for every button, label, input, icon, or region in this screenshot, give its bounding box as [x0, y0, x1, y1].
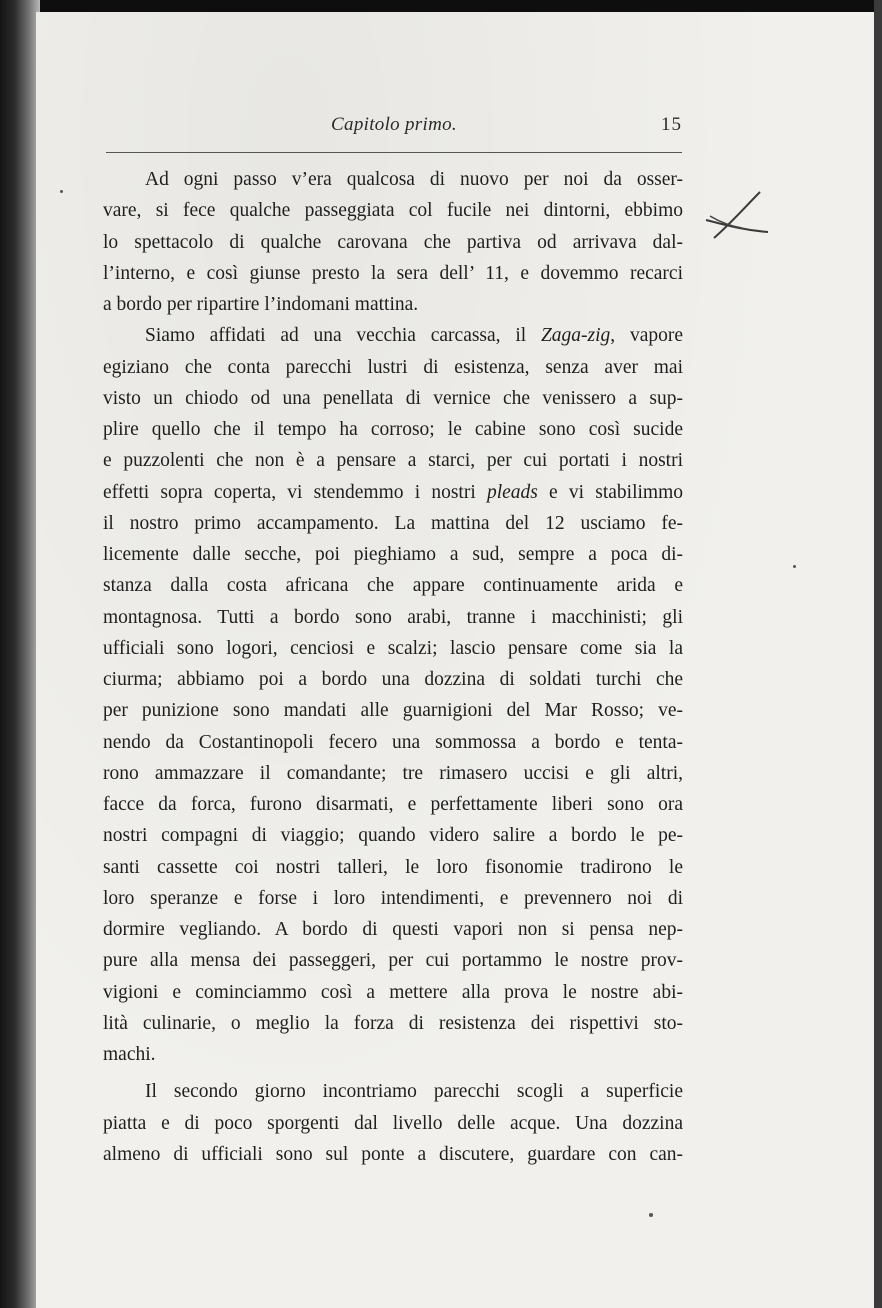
text-line: l’interno, e così giunse presto la sera dell’ 11, e dovemmo recarci — [103, 262, 683, 284]
text-line: egiziano che conta parecchi lustri di esistenza, senza aver mai — [103, 356, 683, 378]
text-line: dormire vegliando. A bordo di questi vapori non si pensa nep- — [103, 919, 683, 940]
text-line: lo spettacolo di qualche carovana che partiva od arrivava dal- — [103, 231, 683, 253]
text-line: pure alla mensa dei passeggeri, per cui portammo le nostre prov- — [103, 950, 683, 972]
italic-term: Zaga-zig — [540, 325, 611, 347]
text-line: effetti sopra coperta, vi stendemmo i nostri pleads e vi stabilimmo — [103, 481, 683, 503]
text-line: montagnosa. Tutti a bordo sono arabi, tranne i macchinisti; gli — [103, 606, 683, 628]
text-line: e puzzolenti che non è a pensare a starci, per cui portati i nostri — [103, 450, 683, 472]
scan-speck — [60, 190, 63, 193]
running-head — [106, 114, 682, 144]
italic-term: pleads — [486, 481, 538, 503]
text-line: ufficiali sono logori, cenciosi e scalzi; lascio pensare come sia la — [103, 637, 683, 659]
pencil-x-mark-icon — [702, 190, 774, 242]
text-line: licemente dalle secche, poi pieghiamo a sud, sempre a poca di- — [103, 544, 683, 565]
text-line: ciurma; abbiamo poi a bordo una dozzina di soldati turchi che — [103, 669, 683, 690]
text-line: stanza dalla costa africana che appare continuamente arida e — [103, 575, 683, 597]
text-line: almeno di ufficiali sono sul ponte a discutere, guardare con can- — [103, 1143, 683, 1165]
text-line: piatta e di poco sporgenti dal livello delle acque. Una dozzina — [103, 1112, 683, 1134]
text-line: rono ammazzare il comandante; tre rimasero uccisi e gli altri, — [103, 762, 683, 784]
text-line: vigioni e cominciammo così a mettere alla prova le nostre abi- — [103, 981, 683, 1003]
text-line: loro speranze e forse i loro intendimenti, e prevennero noi di — [103, 887, 683, 909]
text-line: vare, si fece qualche passeggiata col fucile nei dintorni, ebbimo — [103, 200, 683, 222]
text-line: a bordo per ripartire l’indomani mattina. — [103, 294, 419, 315]
text-line: nendo da Costantinopoli fecero una sommossa a bordo e tenta- — [103, 731, 683, 753]
text-line: per punizione sono mandati alle guarnigioni del Mar Rosso; ve- — [103, 700, 683, 722]
text-line: machi. — [103, 1044, 156, 1065]
text-line: nostri compagni di viaggio; quando videro salire a bordo le pe- — [103, 825, 683, 847]
text-line: Il secondo giorno incontriamo parecchi scogli a superficie — [145, 1081, 683, 1103]
text-line: plire quello che il tempo ha corroso; le cabine sono così sucide — [103, 419, 683, 440]
text-line: visto un chiodo od una penellata di vernice che venissero a sup- — [103, 387, 683, 409]
text-line: Ad ogni passo v’era qualcosa di nuovo per noi da osser- — [145, 169, 683, 190]
header-rule — [106, 152, 682, 153]
scan-speck — [793, 565, 796, 568]
scan-right-edge — [874, 0, 882, 1308]
text-line: lità culinarie, o meglio la forza di resistenza dei rispettivi sto- — [103, 1012, 683, 1034]
body-text — [103, 164, 683, 1170]
text-line: Siamo affidati ad una vecchia carcassa, il Zaga-zig, vapore — [145, 325, 683, 347]
text-line: santi cassette coi nostri talleri, le loro fisonomie tradirono le — [103, 856, 683, 878]
page-number: 15 — [661, 114, 682, 135]
text-line: facce da forca, furono disarmati, e perfettamente liberi sono ora — [103, 794, 683, 815]
chapter-title: Capitolo primo. — [331, 114, 457, 135]
scan-speck — [649, 1213, 653, 1217]
book-spine-shadow — [0, 0, 40, 1308]
text-line: il nostro primo accampamento. La mattina del 12 usciamo fe- — [103, 512, 683, 534]
